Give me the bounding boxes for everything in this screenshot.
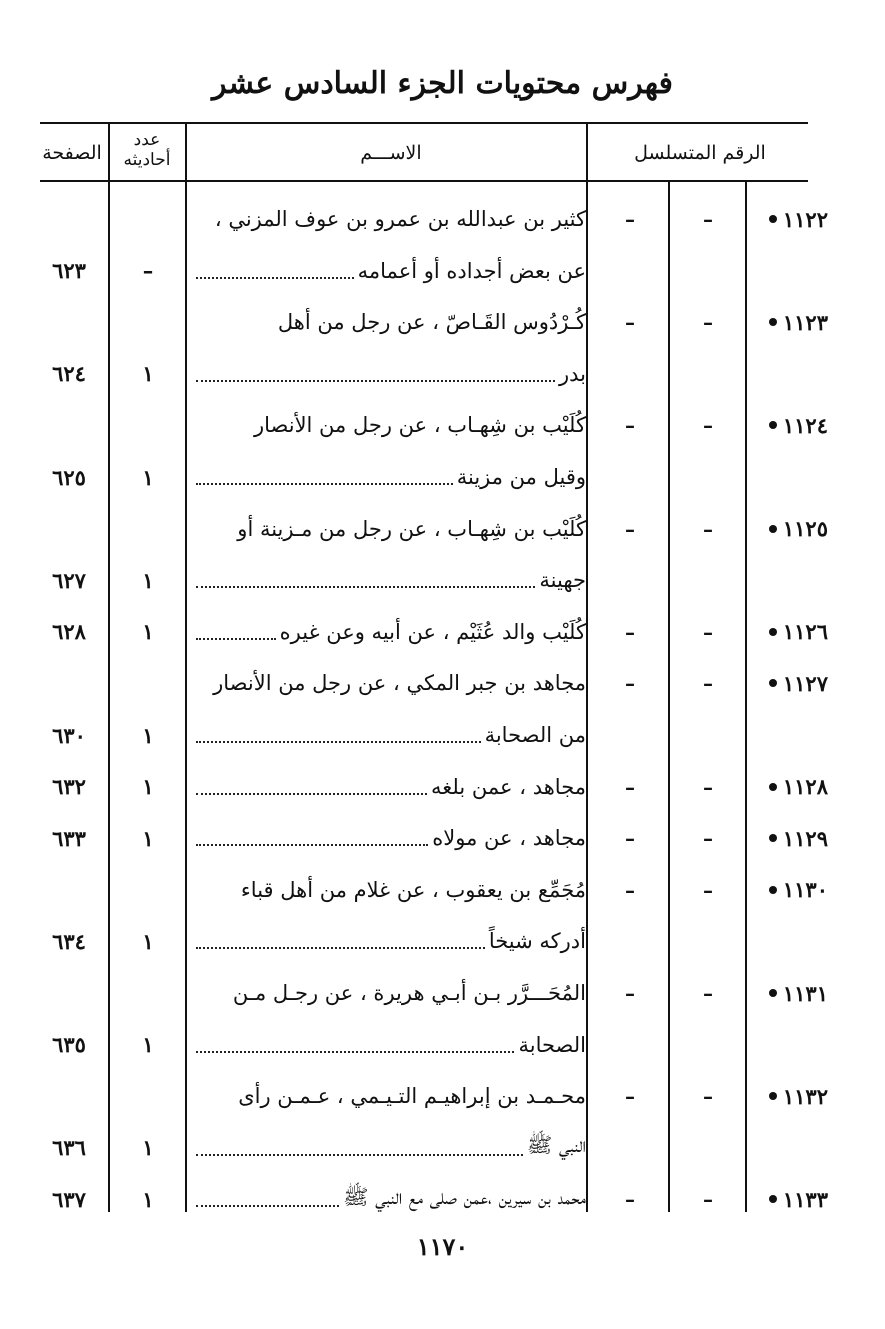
- serial-cell: [750, 915, 830, 967]
- dash-cell: [590, 554, 670, 606]
- serial-cell: [750, 606, 830, 658]
- serial-cell: [750, 657, 830, 709]
- serial-number: ١١٢٩: [782, 825, 828, 851]
- name-text: محـمـد بن إبراهيـم التـيـمي ، عـمـن رأى: [238, 1084, 586, 1109]
- count-cell: ١: [142, 722, 154, 748]
- name-cell: [196, 451, 586, 503]
- dot-leader: [196, 638, 276, 640]
- name-text: جهينة: [539, 568, 586, 593]
- count-cell: ١: [142, 1135, 154, 1161]
- table-row: [0, 503, 885, 555]
- serial-number: ١١٢٨: [782, 774, 828, 800]
- table-row: [0, 606, 885, 658]
- count-cell: [112, 967, 184, 1019]
- page-cell: [30, 399, 108, 451]
- page-cell: ٦٣٦: [52, 1135, 86, 1161]
- page-cell: [30, 864, 108, 916]
- dash-cell: –: [625, 1187, 635, 1212]
- name-cell: [196, 245, 586, 297]
- table-row: [0, 399, 885, 451]
- table-row: [0, 812, 885, 864]
- page-cell: ٦٣٧: [52, 1186, 86, 1212]
- table-row: [0, 193, 885, 245]
- dash-cell: [590, 1019, 670, 1071]
- serial-number: ١١٢٤: [782, 412, 828, 438]
- name-cell: [196, 967, 586, 1019]
- dash-cell: –: [625, 619, 635, 644]
- bullet-icon: [769, 783, 777, 791]
- name-text: الصحابة: [518, 1032, 586, 1057]
- dash-cell: –: [703, 981, 713, 1005]
- dash-cell: –: [703, 310, 713, 335]
- dash-cell: [590, 245, 670, 297]
- dash-cell: –: [625, 981, 635, 1005]
- name-cell: [196, 657, 586, 709]
- dot-leader: [196, 1154, 523, 1156]
- name-text: بدر: [558, 361, 586, 386]
- name-text: مجاهد بن جبر المكي ، عن رجل من الأنصار: [213, 671, 586, 696]
- page-cell: [30, 657, 108, 709]
- table-row: [0, 348, 885, 400]
- name-text: كُلَيْب بن شِهـاب ، عن رجل من مـزينة أو: [237, 516, 586, 541]
- name-cell: [196, 554, 586, 606]
- page-cell: ٦٣٢: [52, 774, 86, 800]
- table-row: [0, 1173, 885, 1225]
- count-cell: ١: [142, 825, 154, 851]
- count-cell: [112, 1070, 184, 1122]
- serial-cell: [750, 864, 830, 916]
- name-text: وقيل من مزينة: [456, 465, 586, 489]
- name-text: كُلَيْب والد عُثَيْم ، عن أبيه وعن غيره: [279, 619, 586, 644]
- dash-cell: –: [703, 1187, 713, 1212]
- dash-cell: [590, 915, 670, 967]
- dash-cell: [672, 1019, 744, 1071]
- page-title: فهرس محتويات الجزء السادس عشر: [212, 66, 673, 101]
- header-page: الصفحة: [42, 142, 102, 164]
- name-text: النبي ﷺ: [526, 1133, 586, 1158]
- bullet-icon: [769, 628, 777, 636]
- name-cell: [196, 193, 586, 245]
- count-cell: ١: [142, 567, 154, 593]
- table-row: [0, 967, 885, 1019]
- serial-cell: [750, 348, 830, 400]
- bullet-icon: [769, 989, 777, 997]
- serial-number: ١١٢٧: [782, 670, 828, 696]
- page-cell: [30, 503, 108, 555]
- serial-cell: [750, 1173, 830, 1225]
- page-cell: ٦٣٠: [52, 722, 86, 748]
- serial-number: ١١٢٣: [782, 309, 828, 335]
- serial-number: ١١٢٥: [782, 516, 828, 542]
- name-cell: [196, 606, 586, 658]
- dot-leader: [196, 586, 535, 588]
- header-count: عدد أحاديثه: [123, 130, 171, 170]
- header-name: الاســـم: [360, 142, 422, 164]
- name-cell: [196, 1070, 586, 1122]
- name-text: عن بعض أجداده أو أعمامه: [357, 258, 586, 283]
- name-cell: [196, 1173, 586, 1225]
- name-text: مجاهد ، عن مولاه: [432, 826, 586, 851]
- serial-cell: [750, 245, 830, 297]
- name-cell: [196, 399, 586, 451]
- dot-leader: [196, 947, 485, 949]
- table-top-rule: [40, 122, 808, 124]
- dash-cell: [672, 554, 744, 606]
- table-row: [0, 1019, 885, 1071]
- page-cell: ٦٢٣: [52, 258, 86, 284]
- dot-leader: [196, 380, 555, 382]
- count-cell: ١: [142, 464, 154, 490]
- count-cell: ١: [142, 361, 154, 387]
- name-cell: [196, 1122, 586, 1174]
- name-cell: [196, 348, 586, 400]
- dash-cell: –: [703, 207, 713, 231]
- serial-number: ١١٣١: [782, 980, 828, 1006]
- dash-cell: –: [625, 826, 635, 851]
- serial-number: ١١٢٢: [782, 206, 828, 232]
- serial-cell: [750, 193, 830, 245]
- page-cell: ٦٢٥: [52, 464, 86, 490]
- dash-cell: –: [703, 1084, 713, 1109]
- serial-cell: [750, 1019, 830, 1071]
- count-cell: [112, 193, 184, 245]
- dash-cell: [590, 348, 670, 400]
- name-cell: [196, 709, 586, 761]
- serial-cell: [750, 296, 830, 348]
- dash-cell: –: [625, 774, 635, 799]
- name-text: كثير بن عبدالله بن عمرو بن عوف المزني ،: [214, 207, 586, 231]
- dash-cell: –: [625, 877, 635, 902]
- name-text: مجاهد ، عمن بلغه: [431, 774, 586, 799]
- name-cell: [196, 1019, 586, 1071]
- dash-cell: –: [625, 310, 635, 335]
- dash-cell: –: [703, 619, 713, 644]
- name-text: كُـرْدُوس القَـاصّ ، عن رجل من أهل: [277, 310, 586, 335]
- dash-cell: [672, 451, 744, 503]
- dash-cell: [672, 709, 744, 761]
- serial-number: ١١٣٠: [782, 877, 828, 903]
- dot-leader: [196, 1051, 514, 1053]
- table-row: [0, 451, 885, 503]
- page-number: ١١٧٠: [416, 1232, 469, 1261]
- header-serial: الرقم المتسلسل: [634, 142, 766, 164]
- dash-cell: –: [703, 877, 713, 902]
- bullet-icon: [769, 215, 777, 223]
- dash-cell: –: [625, 413, 635, 438]
- page-cell: ٦٢٧: [52, 567, 86, 593]
- page-cell: ٦٣٥: [52, 1032, 86, 1058]
- name-text: كُلَيْب بن شِهـاب ، عن رجل من الأنصار: [253, 413, 586, 438]
- dot-leader: [196, 277, 354, 279]
- dot-leader: [196, 793, 427, 795]
- count-cell: [112, 399, 184, 451]
- name-text: أدركه شيخاً: [488, 929, 586, 954]
- serial-cell: [750, 399, 830, 451]
- serial-cell: [750, 761, 830, 813]
- table-row: [0, 657, 885, 709]
- bullet-icon: [769, 1092, 777, 1100]
- page-cell: [30, 193, 108, 245]
- dash-cell: –: [625, 671, 635, 696]
- dash-cell: [672, 245, 744, 297]
- table-row: [0, 864, 885, 916]
- table-row: [0, 554, 885, 606]
- page-cell: ٦٢٤: [52, 361, 86, 387]
- dot-leader: [196, 844, 428, 846]
- page-cell: ٦٣٤: [52, 928, 86, 954]
- table-row: [0, 915, 885, 967]
- name-text: من الصحابة: [484, 723, 586, 747]
- dash-cell: [672, 915, 744, 967]
- table-row: [0, 709, 885, 761]
- table-row: [0, 296, 885, 348]
- bullet-icon: [769, 679, 777, 687]
- serial-cell: [750, 1070, 830, 1122]
- serial-cell: [750, 709, 830, 761]
- serial-cell: [750, 451, 830, 503]
- serial-cell: [750, 503, 830, 555]
- name-text: مُجَمِّع بن يعقوب ، عن غلام من أهل قباء: [240, 877, 586, 902]
- page-cell: ٦٢٨: [52, 619, 86, 645]
- serial-cell: [750, 812, 830, 864]
- table-row: [0, 1070, 885, 1122]
- dash-cell: [672, 348, 744, 400]
- dash-cell: [590, 709, 670, 761]
- dash-cell: –: [625, 207, 635, 231]
- serial-cell: [750, 967, 830, 1019]
- page-cell: [30, 296, 108, 348]
- bullet-icon: [769, 421, 777, 429]
- bullet-icon: [769, 834, 777, 842]
- dot-leader: [196, 741, 481, 743]
- name-cell: [196, 503, 586, 555]
- table-row: [0, 1122, 885, 1174]
- table-header-rule: [40, 180, 808, 182]
- bullet-icon: [769, 318, 777, 326]
- page-cell: [30, 967, 108, 1019]
- serial-number: ١١٣٢: [782, 1083, 828, 1109]
- name-cell: [196, 864, 586, 916]
- dash-cell: –: [703, 826, 713, 851]
- name-text: المُحَـــرَّر بـن أبـي هريرة ، عن رجـل مـن: [232, 981, 586, 1005]
- page-cell: ٦٣٣: [52, 825, 86, 851]
- bullet-icon: [769, 886, 777, 894]
- name-cell: [196, 812, 586, 864]
- count-cell: ١: [142, 619, 154, 645]
- count-cell: ١: [142, 1186, 154, 1212]
- dash-cell: –: [625, 516, 635, 541]
- serial-cell: [750, 554, 830, 606]
- count-cell: [112, 503, 184, 555]
- dot-leader: [196, 1205, 339, 1207]
- serial-cell: [750, 1122, 830, 1174]
- serial-number: ١١٣٣: [782, 1186, 828, 1212]
- count-cell: [112, 657, 184, 709]
- table-row: [0, 761, 885, 813]
- table-row: [0, 245, 885, 297]
- name-cell: [196, 915, 586, 967]
- name-cell: [196, 761, 586, 813]
- dash-cell: –: [703, 413, 713, 438]
- count-cell: ١: [142, 774, 154, 800]
- dash-cell: –: [625, 1084, 635, 1109]
- count-cell: [112, 296, 184, 348]
- dash-cell: [590, 451, 670, 503]
- dash-cell: –: [703, 516, 713, 541]
- name-cell: [196, 296, 586, 348]
- page-cell: [30, 1070, 108, 1122]
- bullet-icon: [769, 525, 777, 533]
- dash-cell: [672, 1122, 744, 1174]
- count-cell: ١: [142, 1032, 154, 1058]
- serial-number: ١١٢٦: [782, 619, 828, 645]
- dot-leader: [196, 483, 453, 485]
- bullet-icon: [769, 1195, 777, 1203]
- count-cell: [112, 864, 184, 916]
- count-cell: ١: [142, 928, 154, 954]
- name-text: محمد بن سيرين ،عمن صلى مع النبي ﷺ: [343, 1184, 586, 1209]
- count-cell: –: [142, 258, 154, 284]
- dash-cell: –: [703, 671, 713, 696]
- dash-cell: [590, 1122, 670, 1174]
- dash-cell: –: [703, 774, 713, 799]
